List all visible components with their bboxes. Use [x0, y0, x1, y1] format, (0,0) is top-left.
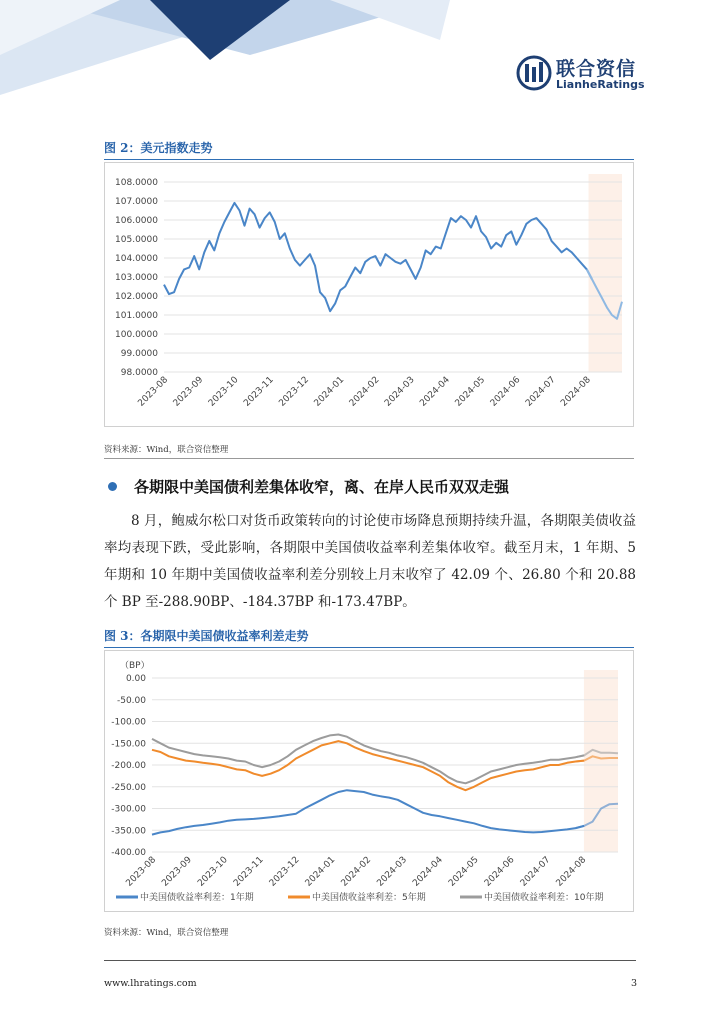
fig3-y-tick-label: -300.00 — [111, 804, 146, 815]
fig2-y-tick-label: 108.0000 — [115, 178, 158, 188]
figure3-rule — [104, 647, 634, 648]
fig2-x-tick-label: 2023-09 — [171, 375, 206, 409]
fig3-y-tick-label: -200.00 — [111, 761, 146, 771]
fig3-x-tick-label: 2024-02 — [339, 855, 374, 889]
fig2-y-tick-label: 102.0000 — [115, 292, 158, 302]
fig3-x-tick-label: 2024-04 — [411, 855, 445, 889]
fig3-y-tick-label: -50.00 — [116, 695, 146, 706]
fig2-y-tick-label: 105.0000 — [115, 235, 158, 245]
footer-rule — [104, 960, 636, 961]
fig2-x-tick-label: 2024-04 — [418, 375, 452, 409]
fig3-unit-label: （BP） — [120, 661, 150, 671]
page-number: 3 — [631, 978, 638, 989]
figure2-source-rule — [104, 458, 634, 459]
figure3-chart — [104, 650, 634, 912]
figure3-title: 图 3：各期限中美国债收益率利差走势 — [104, 629, 309, 643]
fig3-y-tick-label: -400.00 — [111, 848, 146, 858]
footer-url: www.lhratings.com — [104, 978, 197, 989]
fig2-x-tick-label: 2024-03 — [383, 375, 417, 409]
fig2-x-tick-label: 2024-05 — [453, 375, 488, 409]
fig3-x-tick-label: 2023-09 — [160, 855, 194, 889]
fig2-x-tick-label: 2024-07 — [523, 375, 558, 409]
fig2-x-tick-label: 2024-02 — [347, 375, 382, 409]
fig2-y-tick-label: 100.0000 — [115, 330, 158, 340]
fig2-y-tick-label: 103.0000 — [115, 273, 158, 283]
figure2-chart — [104, 162, 634, 427]
fig3-x-tick-label: 2024-08 — [554, 855, 589, 889]
fig3-x-tick-label: 2023-10 — [196, 855, 230, 889]
section-bullet-icon — [108, 482, 117, 491]
fig2-x-tick-label: 2024-06 — [488, 375, 523, 409]
fig3-x-tick-label: 2023-12 — [267, 855, 302, 889]
fig3-y-tick-label: -250.00 — [111, 782, 146, 793]
fig2-y-tick-label: 106.0000 — [115, 216, 158, 226]
fig3-y-tick-label: -350.00 — [111, 826, 146, 837]
fig3-x-tick-label: 2024-07 — [518, 855, 553, 889]
fig3-frame — [105, 651, 634, 912]
section-heading: 各期限中美国债利差集体收窄，离、在岸人民币双双走强 — [134, 478, 510, 496]
fig3-legend-label-1: 中美国债收益率利差：5年期 — [312, 893, 426, 903]
fig2-y-tick-label: 98.0000 — [120, 368, 158, 378]
figure2-source: 资料来源：Wind，联合资信整理 — [104, 445, 229, 455]
brand-name-cn: 联合资信 — [556, 58, 637, 80]
fig3-y-tick-label: 0.00 — [125, 674, 146, 684]
fig3-legend-label-0: 中美国债收益率利差：1年期 — [140, 893, 254, 903]
fig2-x-tick-label: 2023-11 — [242, 375, 276, 409]
fig2-highlight-band — [589, 174, 622, 372]
fig3-legend-label-2: 中美国债收益率利差：10年期 — [484, 893, 604, 903]
fig3-x-tick-label: 2023-08 — [124, 855, 159, 889]
fig3-y-tick-label: -100.00 — [111, 717, 146, 728]
lianhe-logo-icon — [516, 55, 552, 91]
fig2-y-tick-label: 107.0000 — [115, 197, 158, 207]
fig2-y-tick-label: 104.0000 — [115, 254, 158, 264]
fig2-x-tick-label: 2023-10 — [206, 375, 241, 409]
section-paragraph: 8 月，鲍威尔松口对货币政策转向的讨论使市场降息预期持续升温，各期限美债收益率均表现下跌，受此影响，各期限中美国债收益率利差集体收窄。截至月末，1 年期、5 年期和 10 年期中美国债收益率利差分别较上月末收窄了 42.09 个、26.80 个和 20.88 个 BP 至-288.90BP、-184.37BP 和-173.47BP。 — [104, 513, 636, 610]
brand-logo — [516, 52, 656, 96]
figure3-source: 资料来源：Wind，联合资信整理 — [104, 928, 229, 938]
fig2-x-tick-label: 2024-08 — [559, 375, 593, 409]
fig3-x-tick-label: 2023-11 — [231, 855, 266, 889]
fig2-y-tick-label: 99.0000 — [120, 349, 158, 359]
fig3-y-tick-label: -150.00 — [111, 739, 146, 750]
fig2-x-tick-label: 2023-08 — [136, 375, 171, 409]
fig2-x-tick-label: 2024-01 — [312, 375, 347, 409]
brand-name-en: LianheRatings — [556, 78, 645, 91]
figure2-title: 图 2：美元指数走势 — [104, 141, 213, 155]
fig3-x-tick-label: 2024-01 — [303, 855, 338, 889]
fig2-x-tick-label: 2023-12 — [277, 375, 312, 409]
fig3-highlight-band — [584, 670, 618, 852]
fig3-x-tick-label: 2024-03 — [375, 855, 410, 889]
fig3-x-tick-label: 2024-05 — [447, 855, 481, 889]
fig2-y-tick-label: 101.0000 — [115, 311, 158, 321]
figure2-rule — [104, 159, 634, 160]
fig3-x-tick-label: 2024-06 — [482, 855, 517, 889]
